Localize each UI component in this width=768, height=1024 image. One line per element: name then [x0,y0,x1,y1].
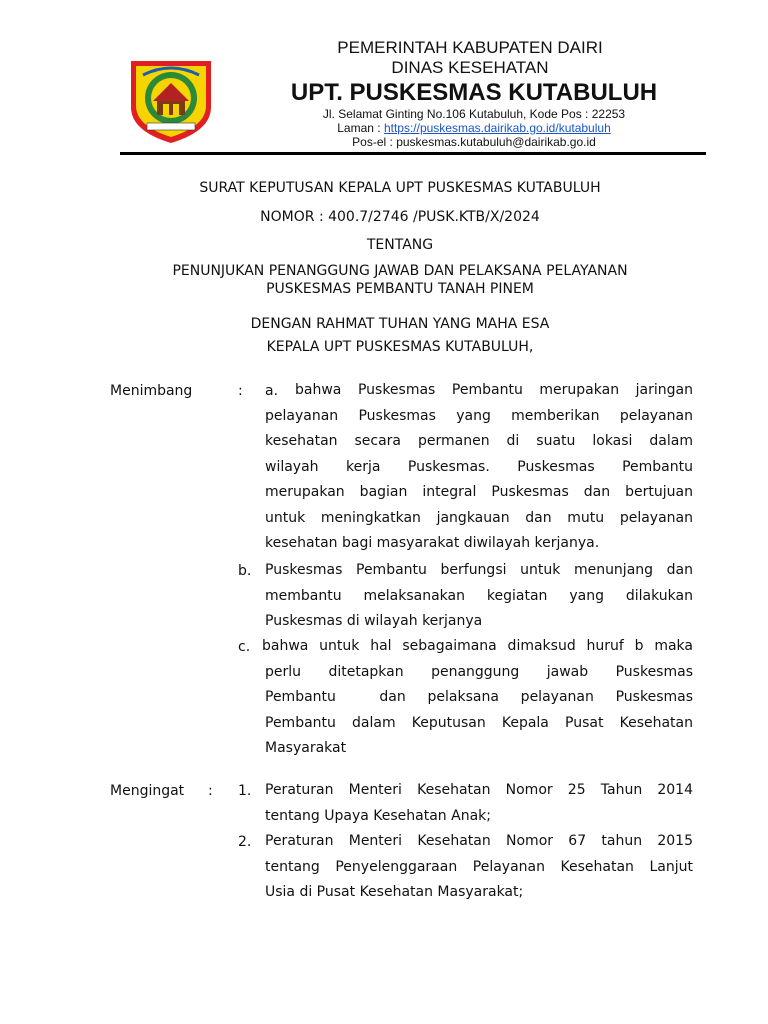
text-line: kesehatan bagi masyarakat diwilayah kerjanya. [265,535,600,551]
nomor-surat: NOMOR : 400.7/2746 /PUSK.KTB/X/2024 [260,209,540,225]
text-line: Usia di Pusat Kesehatan Masyarakat; [265,884,524,900]
text-line: kesehatan secara permanen di suatu lokasi dalam [265,433,693,449]
kop-alamat: Jl. Selamat Ginting No.106 Kutabuluh, Kode Pos : 22253 [322,107,626,121]
menimbang-a-first [295,378,693,404]
menimbang-b-text [265,558,693,635]
text-line: perlu ditetapkan penanggung jawab Puskesmas [265,663,693,680]
text-line: untuk meningkatkan jangkauan dan mutu pelayanan [265,509,693,526]
kop-pemerintah: PEMERINTAH KABUPATEN DAIRI [337,38,603,57]
menimbang-a-text [265,404,693,557]
text-line: wilayah kerja Puskesmas. Puskesmas Pembantu [265,458,693,475]
marker-c: c. [238,639,251,655]
text-line: Puskesmas Pembantu berfungsi untuk menunjang dan [265,562,693,578]
judul-surat: SURAT KEPUTUSAN KEPALA UPT PUSKESMAS KUTABULUH [199,180,601,196]
marker-b: b. [238,563,252,579]
text-line: Peraturan Menteri Kesehatan Nomor 67 tahun 2015 [265,833,693,849]
text-line: Pembantu dan pelaksana pelayanan Puskesmas [265,689,693,705]
kop-email: Pos-el : puskesmas.kutabuluh@dairikab.go.id [352,135,596,149]
text-line: pelayanan Puskesmas yang memberikan pelayanan [265,407,693,424]
mengingat-1-text [265,778,693,829]
text-line: tentang Upaya Kesehatan Anak; [265,807,491,824]
marker-a: a. [265,383,279,399]
mengingat-label: Mengingat [110,783,185,799]
menimbang-c-text [265,660,693,762]
mengingat-colon: : [208,783,213,799]
laman-link[interactable]: https://puskesmas.dairikab.go.id/kutabuluh [383,121,611,135]
mengingat-2-text [265,829,693,906]
menimbang-label: Menimbang [110,383,193,399]
text-line: Peraturan Menteri Kesehatan Nomor 25 Tahun 2014 [265,782,693,798]
text-line: merupakan bagian integral Puskesmas dan bertujuan [265,484,693,500]
text-line: membantu melaksanakan kegiatan yang dilakukan [265,587,693,604]
text-line: Puskesmas di wilayah kerjanya [265,613,483,629]
kop-instansi: UPT. PUSKESMAS KUTABULUH [290,79,658,106]
text-line: tentang Penyelenggaraan Pelayanan Kesehatan Lanjut [265,858,693,875]
menimbang-c-first [262,634,693,660]
text-line: bahwa Puskesmas Pembantu merupakan jaringan [295,382,693,398]
marker-1: 1. [238,783,252,799]
marker-2: 2. [238,834,252,850]
text-line: Pembantu dalam Keputusan Kepala Pusat Kesehatan [265,714,693,731]
kop-dinas: DINAS KESEHATAN [391,58,549,77]
text-line: bahwa untuk hal sebagaimana dimaksud huruf b maka [262,638,693,654]
kop-divider [120,152,706,155]
perihal-baris-1: PENUNJUKAN PENANGGUNG JAWAB DAN PELAKSANA PELAYANAN [172,263,628,279]
kepala: KEPALA UPT PUSKESMAS KUTABULUH, [266,339,534,355]
perihal-baris-2: PUSKESMAS PEMBANTU TANAH PINEM [266,281,534,297]
tentang: TENTANG [366,237,434,253]
menimbang-colon: : [238,383,243,399]
text-line: Masyarakat [265,740,347,756]
rahmat: DENGAN RAHMAT TUHAN YANG MAHA ESA [250,316,550,332]
laman-label: Laman : [337,121,384,135]
kop-laman [200,121,748,135]
